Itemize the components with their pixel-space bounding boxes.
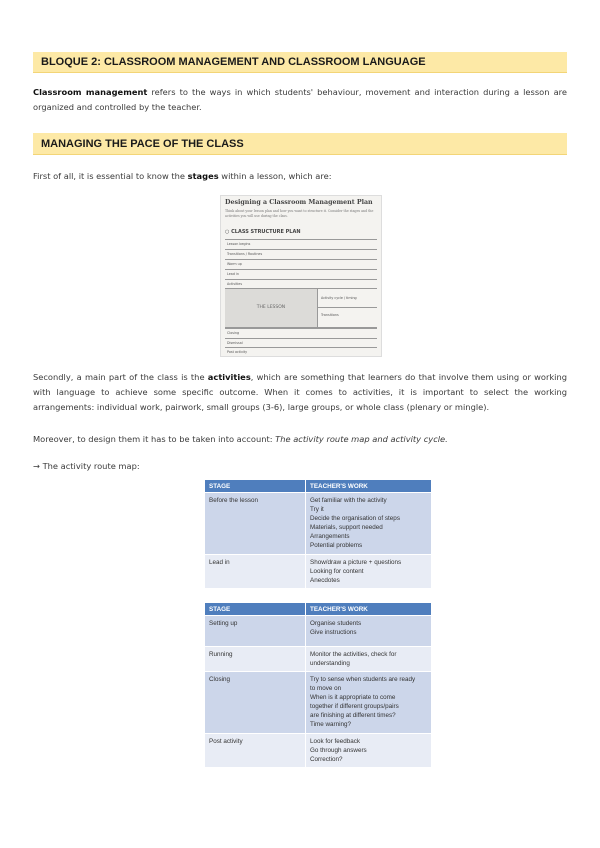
subsection-title-banner <box>33 133 567 155</box>
plan-middle-right: Transitions <box>321 313 339 317</box>
work-line: Time warning? <box>310 721 352 728</box>
table-header-cell: STAGE <box>205 480 306 493</box>
plan-row: Dismissal <box>225 338 377 348</box>
activities-term: activities <box>207 372 251 382</box>
subsection-title: MANAGING THE PACE OF THE CLASS <box>41 137 244 150</box>
work-line: Try it <box>310 506 324 513</box>
stage-cell: Closing <box>205 672 306 734</box>
stage-cell: Post activity <box>205 734 306 768</box>
activities-paragraph <box>33 370 567 415</box>
classroom-plan-image <box>220 195 382 357</box>
work-cell <box>306 493 432 555</box>
work-line: Try to sense when students are ready <box>310 676 416 683</box>
plan-row: Lesson begins <box>225 239 377 249</box>
table-header-row <box>205 480 432 493</box>
intro-text: refers to the ways in which students' behaviour, movement and interaction during a lesson are organized and controlled by the teacher. <box>33 87 567 112</box>
plan-row: Activities <box>225 279 377 289</box>
stages-text-before: First of all, it is essential to know the <box>33 171 188 181</box>
plan-middle-right: Activity cycle / timing <box>321 296 357 300</box>
work-line: Arrangements <box>310 533 350 540</box>
table-header-cell: STAGE <box>205 603 306 616</box>
activities-text-before: Secondly, a main part of the class is the <box>33 372 208 382</box>
plan-middle-block <box>225 288 377 328</box>
stage-cell: Before the lesson <box>205 493 306 555</box>
route-map-table-2 <box>204 602 432 768</box>
section-title: BLOQUE 2: CLASSROOM MANAGEMENT AND CLASSROOM LANGUAGE <box>41 56 426 68</box>
work-line: Potential problems <box>310 542 363 549</box>
work-line: together if different groups/pairs <box>310 703 399 710</box>
table-row <box>205 647 432 672</box>
design-text-italic: The activity route map and activity cycle. <box>275 434 448 444</box>
classroom-management-term: Classroom management <box>33 87 148 97</box>
plan-header-text: CLASS STRUCTURE PLAN <box>231 229 301 235</box>
table-header-cell: TEACHER'S WORK <box>306 603 432 616</box>
section-title-banner <box>33 52 567 73</box>
plan-subtitle: Think about your lesson plan and how you want to structure it. Consider the stages and the activities you will use during the class. <box>225 209 374 218</box>
plan-row: Transitions / Routines <box>225 249 377 259</box>
table-row <box>205 616 432 647</box>
table-row <box>205 493 432 555</box>
work-line: Show/draw a picture + questions <box>310 559 402 566</box>
plan-middle-label: THE LESSON <box>225 289 318 327</box>
work-cell <box>306 672 432 734</box>
plan-row: Closing <box>225 328 377 338</box>
table-row <box>205 555 432 589</box>
work-line: Look for feedback <box>310 738 361 745</box>
work-line: When is it appropriate to come <box>310 694 396 701</box>
work-line: understanding <box>310 660 350 667</box>
work-line: Give instructions <box>310 629 357 636</box>
table-row <box>205 734 432 768</box>
work-line: Organise students <box>310 620 362 627</box>
work-cell <box>306 734 432 768</box>
work-line: Monitor the activities, check for <box>310 651 397 658</box>
stage-cell: Lead in <box>205 555 306 589</box>
stages-text-after: within a lesson, which are: <box>218 171 332 181</box>
stage-cell: Setting up <box>205 616 306 647</box>
table-row <box>205 672 432 734</box>
work-line: Materials, support needed <box>310 524 383 531</box>
plan-row: Post activity <box>225 347 377 357</box>
work-line: Anecdotes <box>310 577 340 584</box>
route-map-label: → The activity route map: <box>33 461 140 471</box>
work-line: Decide the organisation of steps <box>310 515 400 522</box>
work-line: Looking for content <box>310 568 364 575</box>
plan-header: ○ CLASS STRUCTURE PLAN <box>225 229 301 235</box>
stages-term: stages <box>187 171 219 181</box>
work-line: Get familiar with the activity <box>310 497 387 504</box>
route-map-table-1 <box>204 479 432 589</box>
stage-cell: Running <box>205 647 306 672</box>
intro-paragraph <box>33 85 567 115</box>
plan-title: Designing a Classroom Management Plan <box>225 199 373 206</box>
table-header-row <box>205 603 432 616</box>
activities-text-after: , which are something that learners do that involve them using or working with language to achieve some specific outcome. When it comes to activities, it is important to select the working arrangements: individual work, pairwork, small groups (3-6), large groups, or whole class (plenary or mingle). <box>33 372 568 412</box>
work-cell <box>306 647 432 672</box>
work-cell <box>306 555 432 589</box>
plan-divider <box>318 307 377 308</box>
work-cell <box>306 616 432 647</box>
design-text-before: Moreover, to design them it has to be taken into account: <box>33 434 276 444</box>
plan-row: Lead in <box>225 269 377 279</box>
work-line: are finishing at different times? <box>310 712 396 719</box>
work-line: Go through answers <box>310 747 367 754</box>
plan-row: Warm up <box>225 259 377 269</box>
design-paragraph <box>33 432 567 447</box>
stages-paragraph <box>33 169 567 184</box>
table-header-cell: TEACHER'S WORK <box>306 480 432 493</box>
work-line: Correction? <box>310 756 343 763</box>
work-line: to move on <box>310 685 342 692</box>
